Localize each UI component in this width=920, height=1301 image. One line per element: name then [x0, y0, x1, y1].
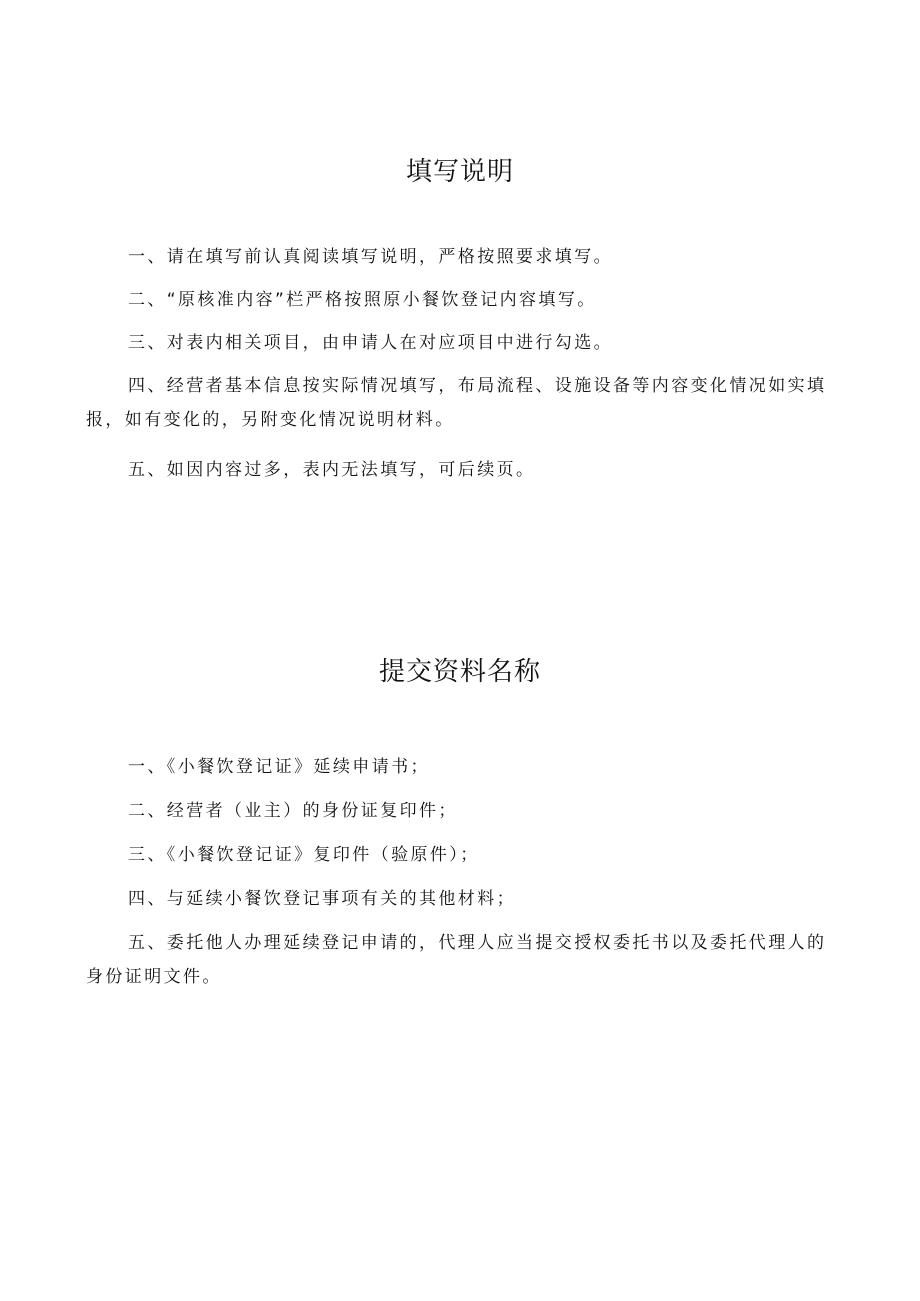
material-item-2: 二、经营者（业主）的身份证复印件；: [128, 801, 458, 821]
material-item-3: 三、《小餐饮登记证》复印件（验原件）；: [128, 845, 480, 865]
material-item-5: 五、委托他人办理延续登记申请的，代理人应当提交授权委托书以及委托代理人的身份证明文件。: [86, 933, 827, 987]
material-item-4: 四、与延续小餐饮登记事项有关的其他材料；: [128, 889, 516, 909]
instruction-item-1: 一、请在填写前认真阅读填写说明，严格按照要求填写。: [128, 247, 613, 267]
material-item-1: 一、《小餐饮登记证》延续申请书；: [128, 757, 430, 777]
instructions-title: 填写说明: [405, 157, 514, 187]
instruction-item-4: 四、经营者基本信息按实际情况填写，布局流程、设施设备等内容变化情况如实填报，如有变化的，另附变化情况说明材料。: [86, 376, 827, 430]
instruction-item-2: 二、“原核准内容”栏严格按照原小餐饮登记内容填写。: [128, 290, 597, 310]
instruction-item-3: 三、对表内相关项目，由申请人在对应项目中进行勾选。: [128, 333, 613, 353]
materials-title: 提交资料名称: [378, 657, 541, 687]
instruction-item-5: 五、如因内容过多，表内无法填写，可后续页。: [128, 460, 536, 480]
